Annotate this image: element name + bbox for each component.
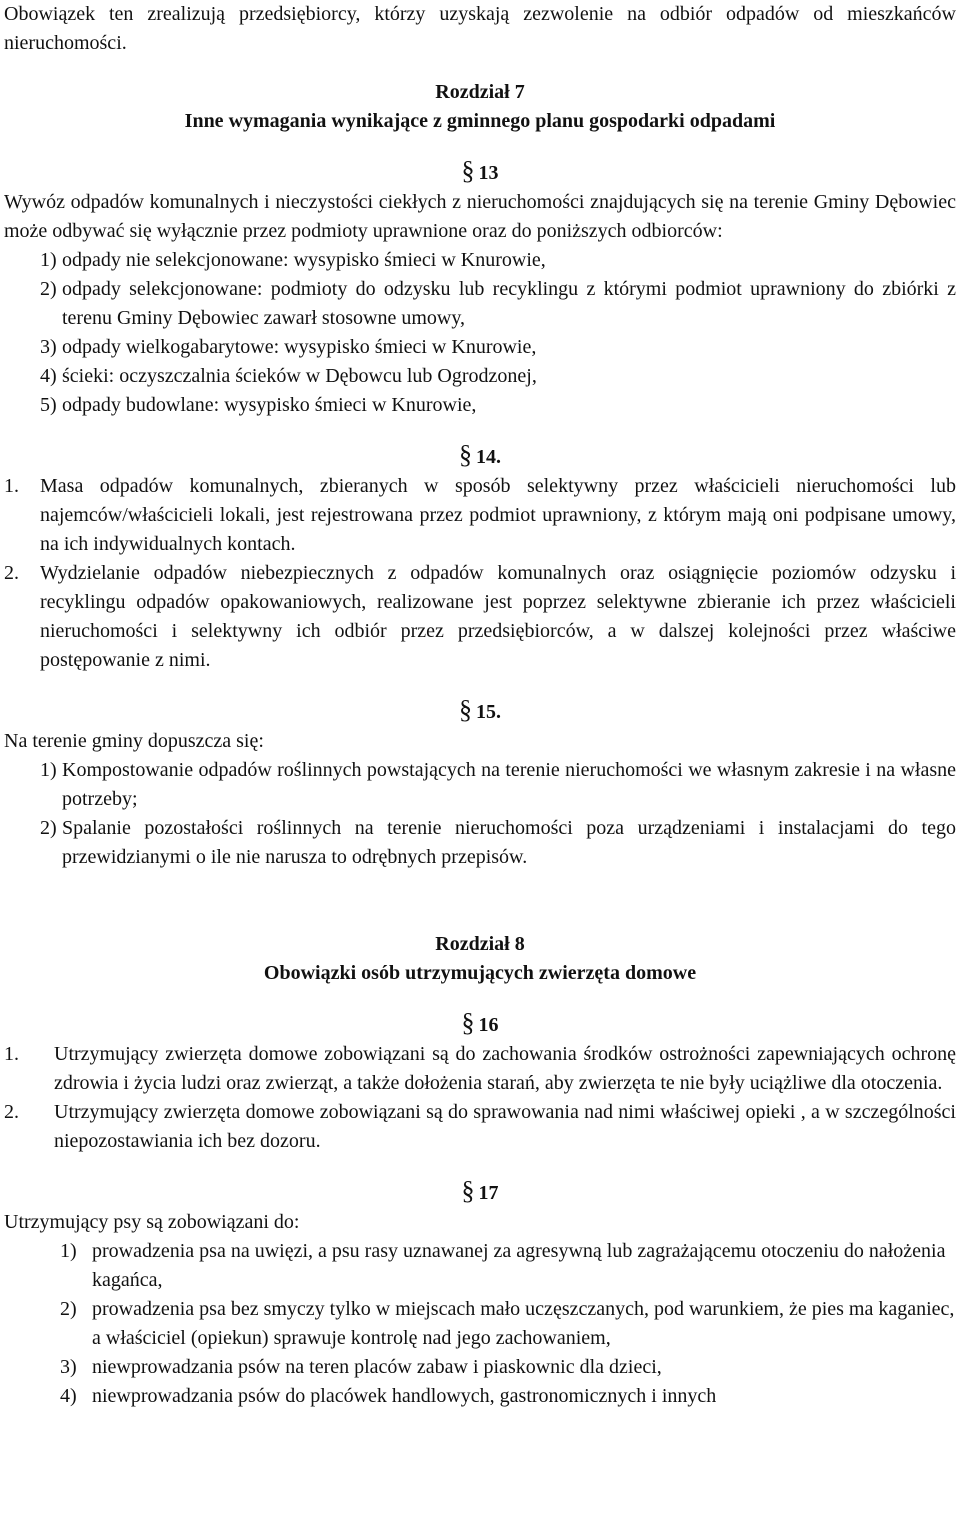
paragraph-symbol: § xyxy=(461,1008,475,1037)
section-16-list xyxy=(4,1040,956,1156)
section-15-heading xyxy=(4,695,956,727)
section-16-number: 16 xyxy=(478,1014,499,1036)
list-item: 2) odpady selekcjonowane: podmioty do odzysku lub recyklingu z którymi podmiot uprawniony do zbiórki z terenu Gminy Dębowiec zawarł stosowne umowy, xyxy=(40,278,956,329)
section-17-text: Utrzymujący psy są zobowiązani do: xyxy=(4,1211,300,1233)
list-item: 3) niewprowadzania psów na teren placów zabaw i piaskownic dla dzieci, xyxy=(60,1356,662,1378)
list-item: 1) prowadzenia psa na uwięzi, a psu rasy uznawanej za agresywną lub zagrażającemu otoczeniu do nałożenia kagańca, xyxy=(60,1240,946,1291)
chapter-8-title: Rozdział 8 xyxy=(435,933,525,955)
paragraph-symbol: § xyxy=(459,695,472,724)
list-item: 4) ścieki: oczyszczalnia ścieków w Dębowcu lub Ogrodzonej, xyxy=(40,365,537,387)
chapter-7-subtitle: Inne wymagania wynikające z gminnego planu gospodarki odpadami xyxy=(184,110,776,132)
list-item: 2. Wydzielanie odpadów niebezpiecznych z odpadów komunalnych oraz osiągnięcie poziomów odzysku i recyklingu odpadów opakowaniowych, realizowane jest poprzez selektywne zbieranie ich przez właścicieli nieruchomości i selektywny ich odbiór przez przedsiębiorców, a w dalszej kolejności przez właściwe postępowanie z nimi. xyxy=(4,562,956,671)
section-14-heading xyxy=(4,440,956,472)
section-17-list xyxy=(4,1237,956,1411)
section-16-heading xyxy=(4,1008,956,1040)
section-13-heading xyxy=(4,156,956,188)
list-item: 1. Utrzymujący zwierzęta domowe zobowiązani są do zachowania środków ostrożności zapewniających ochronę zdrowia i życia ludzi oraz zwierząt, a także dołożenia starań, aby zwierzęta te nie były uciążliwe dla otoczenia. xyxy=(4,1043,956,1094)
list-item: 4) niewprowadzania psów do placówek handlowych, gastronomicznych i innych xyxy=(60,1385,717,1407)
list-item: 5) odpady budowlane: wysypisko śmieci w Knurowie, xyxy=(40,394,477,416)
paragraph-symbol: § xyxy=(461,156,475,185)
intro-paragraph: Obowiązek ten zrealizują przedsiębiorcy, którzy uzyskają zezwolenie na odbiór odpadów od mieszkańców nieruchomości. xyxy=(4,3,956,54)
list-item: 2) Spalanie pozostałości roślinnych na terenie nieruchomości poza urządzeniami i instalacjami do tego przewidzianymi o ile nie narusza to odrębnych przepisów. xyxy=(40,817,956,868)
paragraph-symbol: § xyxy=(459,440,472,469)
section-13-text: Wywóz odpadów komunalnych i nieczystości ciekłych z nieruchomości znajdujących się na terenie Gminy Dębowiec może odbywać się wyłącznie przez podmioty uprawnione oraz do poniższych odbiorców: xyxy=(4,191,956,242)
document-page xyxy=(4,0,956,1411)
section-17-number: 17 xyxy=(478,1182,499,1204)
list-item: 2. Utrzymujący zwierzęta domowe zobowiązani są do sprawowania nad nimi właściwej opieki , a w szczególności niepozostawiania ich bez dozoru. xyxy=(4,1101,956,1152)
section-14-number: 14. xyxy=(476,446,501,468)
list-item: 1) odpady nie selekcjonowane: wysypisko śmieci w Knurowie, xyxy=(40,249,546,271)
section-13-list xyxy=(4,246,956,420)
section-15-text: Na terenie gminy dopuszcza się: xyxy=(4,730,264,752)
paragraph-symbol: § xyxy=(461,1176,475,1205)
section-14-list xyxy=(4,472,956,675)
list-item: 1. Masa odpadów komunalnych, zbieranych w sposób selektywny przez właścicieli nieruchomości lub najemców/właścicieli lokali, jest rejestrowana przez podmiot uprawniony, z którym mają oni podpisane umowy, na ich indywidualnych kontach. xyxy=(4,475,956,555)
chapter-7-title: Rozdział 7 xyxy=(435,81,525,103)
section-15-list xyxy=(4,756,956,872)
section-15-number: 15. xyxy=(476,701,501,723)
section-17-heading xyxy=(4,1176,956,1208)
list-item: 2) prowadzenia psa bez smyczy tylko w miejscach mało uczęszczanych, pod warunkiem, że pies ma kaganiec, a właściciel (opiekun) sprawuje kontrolę nad jego zachowaniem, xyxy=(60,1298,955,1349)
section-13-number: 13 xyxy=(478,162,499,184)
chapter-8-subtitle: Obowiązki osób utrzymujących zwierzęta domowe xyxy=(263,962,697,984)
list-item: 3) odpady wielkogabarytowe: wysypisko śmieci w Knurowie, xyxy=(40,336,537,358)
list-item: 1) Kompostowanie odpadów roślinnych powstających na terenie nieruchomości we własnym zakresie i na własne potrzeby; xyxy=(40,759,956,810)
